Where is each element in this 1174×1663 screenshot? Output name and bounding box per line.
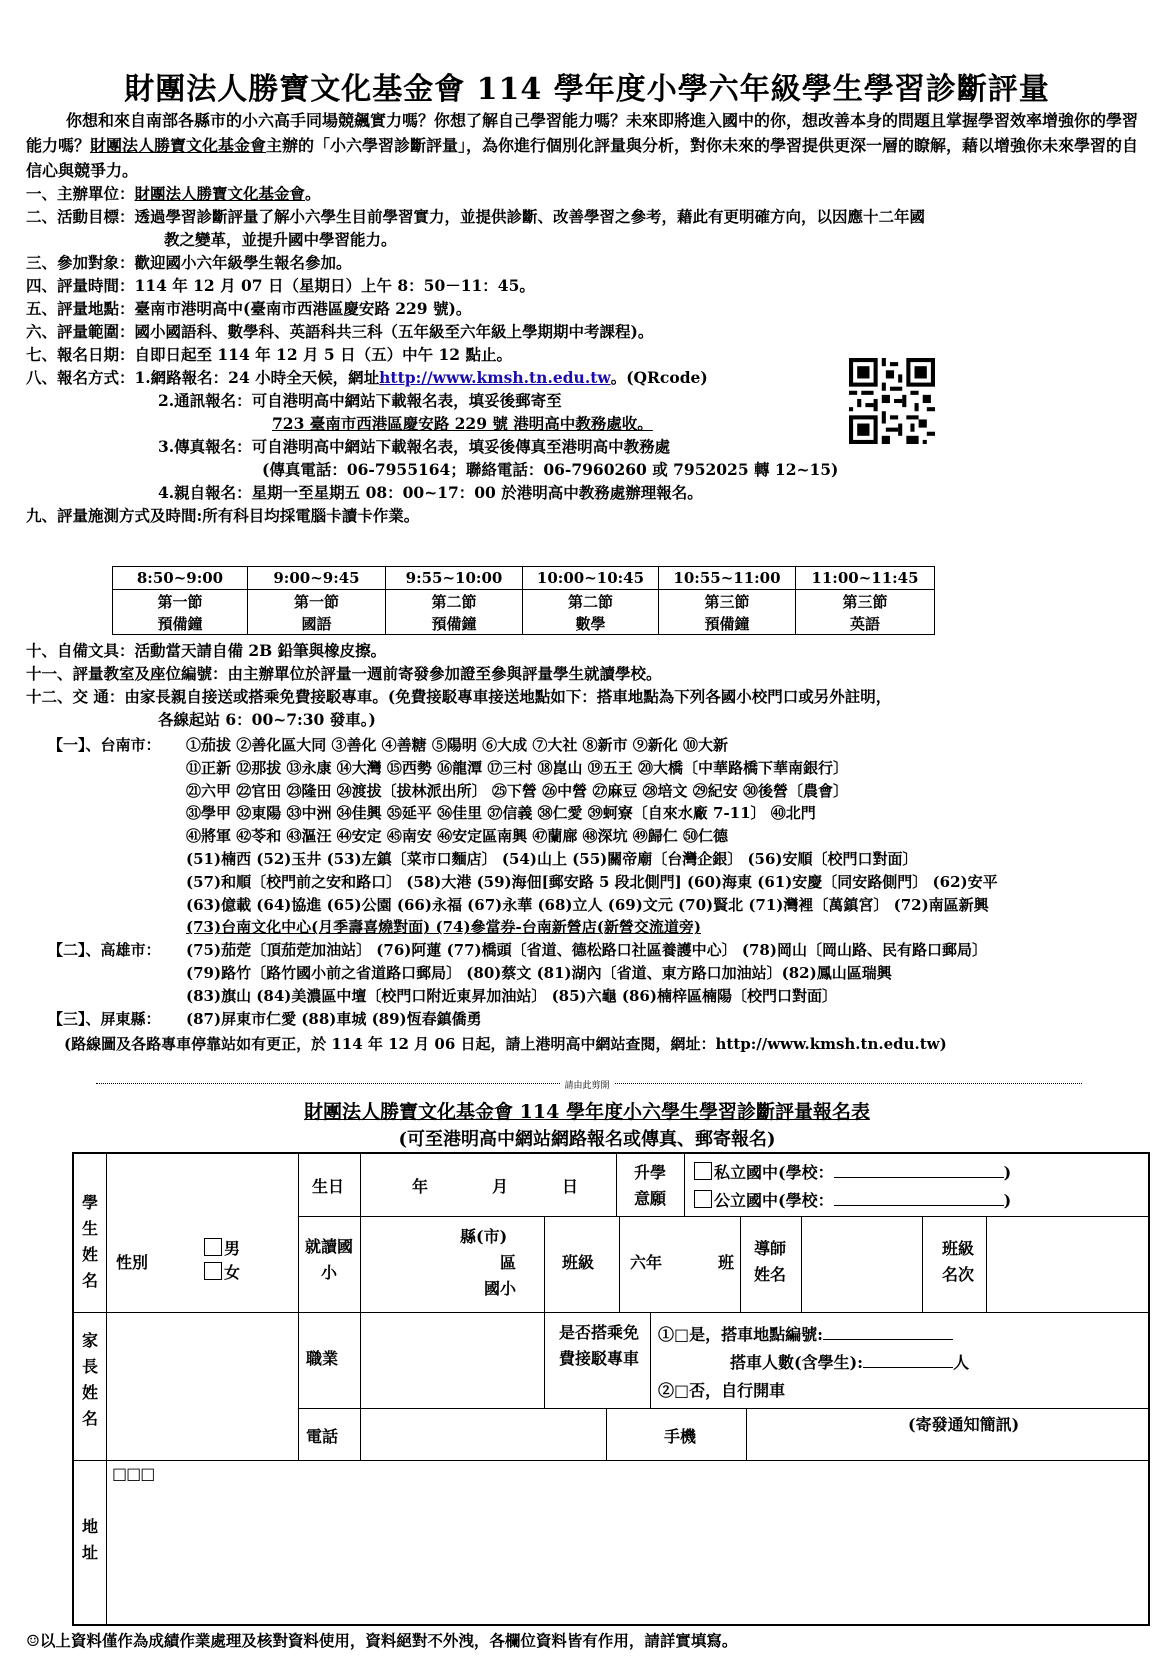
route-line: ㉛學甲 ㉜東陽 ㉝中洲 ㉞佳興 ㉟延平 ㊱佳里 ㊲信義 ㊳仁愛 ㊴蚵寮〔自來水廠 7-11〕 ㊵北門 <box>186 804 816 823</box>
route-line: (83)旗山 (84)美濃區中壇〔校門口附近東昇加油站〕 (85)六龜 (86)楠梓區楠陽〔校門口對面〕 <box>186 986 837 1005</box>
gender-male[interactable]: 男 <box>204 1236 240 1259</box>
sched-subject: 數學 <box>523 612 659 635</box>
birthday-month[interactable]: 月 <box>492 1177 509 1196</box>
route-line: (73)台南文化中心(月季壽喜燒對面) (74)參當券-台南新營店(新營交流道旁) <box>186 918 701 937</box>
sched-time: 10:55~11:00 <box>659 567 796 590</box>
route-line: (57)和順〔校門前之安和路口〕 (58)大港 (59)海佃[郵安路 5 段北側門] (60)海東 (61)安慶〔同安路側門〕 (62)安平 <box>186 872 998 891</box>
bus-yes[interactable]: ①□是，搭車地點編號: <box>658 1322 953 1345</box>
gender-female[interactable]: 女 <box>204 1260 240 1283</box>
item-transport: 十二、交 通：由家長親自接送或搭乘免費接駁專車。(免費接駁專車接送地點如下：搭車地點為下列各國小校門口或另外註明， <box>26 687 892 706</box>
sched-time: 9:00~9:45 <box>248 567 386 590</box>
sched-period: 第二節 <box>386 590 523 613</box>
route-line: (63)億載 (64)協進 (65)公園 (66)永福 (67)永華 (68)立人 (69)文元 (70)賢北 (71)灣裡〔萬鎮宮〕 (72)南區新興 <box>186 895 989 914</box>
student-name-label: 學生姓名 <box>81 1193 98 1290</box>
sched-period: 第三節 <box>796 590 935 613</box>
item-signup-fax-phone: (傳真電話：06-7955164；聯絡電話：06-7960260 或 7952025 轉 12~15) <box>262 460 839 479</box>
item-signup-date: 七、報名日期：自即日起至 114 年 12 月 5 日（五）中午 12 點止。 <box>26 345 512 364</box>
teacher-label: 導師姓名 <box>753 1239 786 1284</box>
route-tainan-label: 【一】、台南市： <box>48 736 161 754</box>
mobile-label: 手機 <box>664 1427 697 1446</box>
route-kaohsiung-label: 【二】、高雄市： <box>48 941 161 959</box>
sched-subject: 預備鐘 <box>113 612 248 635</box>
class-grade: 六年 <box>630 1253 663 1272</box>
item-goal-cont: 教之變革，並提升國中學習能力。 <box>164 230 397 249</box>
item-signup-mail-address: 723 臺南市西港區慶安路 229 號 港明高中教務處收。 <box>272 414 653 433</box>
sched-time: 11:00~11:45 <box>796 567 935 590</box>
rank-label: 班級名次 <box>941 1239 974 1284</box>
male-checkbox[interactable] <box>204 1238 222 1256</box>
item-seat: 十一、評量教室及座位編號：由主辦單位於評量一週前寄發參加證至參與評量學生就讀學校。 <box>26 664 662 683</box>
sched-subject: 預備鐘 <box>386 612 523 635</box>
route-line: ⑪正新 ⑫那拔 ⑬永康 ⑭大灣 ⑮西勢 ⑯龍潭 ⑰三村 ⑱崑山 ⑲五王 ⑳大橋〔中華路橋下華南銀行〕 <box>186 758 849 777</box>
page-title: 財團法人勝寶文化基金會 114 學年度小學六年級學生學習診斷評量 <box>124 72 1050 107</box>
zip-code-boxes[interactable]: □□□ <box>112 1464 155 1483</box>
route-kaohsiung-list <box>186 939 987 1007</box>
route-tainan-list <box>186 734 998 939</box>
item-goal: 二、活動目標：透過學習診斷評量了解小六學生目前學習實力，並提供診斷、改善學習之參考，藉此有更明確方向，以因應十二年國 <box>26 207 926 226</box>
private-checkbox[interactable] <box>694 1162 712 1180</box>
class-label: 班級 <box>562 1253 595 1272</box>
route-line: ①茄拔 ②善化區大同 ③善化 ④善糖 ⑤陽明 ⑥大成 ⑦大社 ⑧新市 ⑨新化 ⑩大新 <box>186 736 729 754</box>
sched-subject: 預備鐘 <box>659 612 796 635</box>
bus-question: 是否搭乘免費接駁專車 <box>558 1323 639 1368</box>
item-signup-mail: 2.通訊報名：可自港明高中網站下載報名表，填妥後郵寄至 <box>158 391 562 410</box>
item-stationery: 十、自備文具：活動當天請自備 2B 鉛筆與橡皮擦。 <box>26 641 387 660</box>
class-unit[interactable]: 班 <box>718 1253 735 1272</box>
sched-period: 第三節 <box>659 590 796 613</box>
item-venue: 五、評量地點：臺南市港明高中(臺南市西港區慶安路 229 號)。 <box>26 299 472 318</box>
student-name-input[interactable] <box>112 1156 298 1212</box>
intro-text-1: 你想和來自南部各縣市的小六高手同場競飆實力嗎？你想了解自己學習能力嗎？未來即將進入國中的你，想改善本身的問題且掌握學習效率增強你的學習能力嗎？ <box>26 111 1139 155</box>
parent-name-label: 家長姓名 <box>81 1331 98 1428</box>
sched-period: 第二節 <box>523 590 659 613</box>
route-line: ㉑六甲 ㉒官田 ㉓隆田 ㉔渡拔〔拔林派出所〕 ㉕下營 ㉖中營 ㉗麻豆 ㉘培文 ㉙紀安 ㉚後營〔農會〕 <box>186 781 849 800</box>
address-label: 地址 <box>81 1517 98 1562</box>
item-signup-online: 八、報名方式：1.網路報名：24 小時全天候，網址http://www.kmsh.tn.edu.tw。(QRcode) <box>26 368 708 387</box>
school-label: 就讀國小 <box>304 1237 353 1282</box>
form-title: 財團法人勝寶文化基金會 114 學年度小六學生學習診斷評量報名表 <box>304 1101 870 1123</box>
item-organizer: 一、主辦單位：財團法人勝寶文化基金會。 <box>26 184 321 203</box>
route-line: (79)路竹〔路竹國小前之省道路口郵局〕 (80)蔡文 (81)湖內〔省道、東方路口加油站〕(82)鳳山區瑞興 <box>186 963 892 982</box>
sched-period: 第一節 <box>248 590 386 613</box>
gender-label: 性別 <box>116 1253 149 1272</box>
bus-no[interactable]: ②□否，自行開車 <box>658 1381 786 1400</box>
item-transport-cont: 各線起站 6：00~7:30 發車。) <box>158 710 376 729</box>
sched-period: 第一節 <box>113 590 248 613</box>
intent-private[interactable]: 私立國中(學校： ) <box>694 1160 1011 1183</box>
item-test-method: 九、評量施測方式及時間:所有科目均採電腦卡讀卡作業。 <box>26 506 420 525</box>
school-elem[interactable]: 國小 <box>484 1279 517 1298</box>
qrcode-image[interactable] <box>849 358 935 444</box>
job-label: 職業 <box>306 1349 339 1368</box>
registration-form <box>72 1152 1150 1626</box>
intro-org: 財團法人勝寶文化基金會 <box>90 136 267 155</box>
intro-paragraph <box>26 108 1150 183</box>
item-signup-fax: 3.傳真報名：可自港明高中網站下載報名表，填妥後傳真至港明高中教務處 <box>158 437 671 456</box>
privacy-note: ☺以上資料僅作為成績作業處理及核對資料使用，資料絕對不外洩，各欄位資料皆有作用，請詳實填寫。 <box>26 1631 738 1650</box>
intent-public[interactable]: 公立國中(學校： ) <box>694 1188 1011 1211</box>
bus-count[interactable]: 搭車人數(含學生): 人 <box>730 1353 970 1372</box>
sched-subject: 國語 <box>248 612 386 635</box>
school-county[interactable]: 縣(市) <box>460 1227 508 1246</box>
route-line: (75)茄萣〔頂茄萣加油站〕 (76)阿蓮 (77)橋頭〔省道、德松路口社區養護中心〕 (78)岡山〔岡山路、民有路口郵局〕 <box>186 941 987 959</box>
sched-subject: 英語 <box>796 612 935 635</box>
item-scope: 六、評量範圍：國小國語科、數學科、英語科共三科（五年級至六年級上學期期中考課程)。 <box>26 322 654 341</box>
birthday-year[interactable]: 年 <box>412 1177 429 1196</box>
form-subtitle: (可至港明高中網站網路報名或傳真、郵寄報名) <box>398 1129 776 1150</box>
cut-label: 請由此剪開 <box>0 1078 1174 1091</box>
female-checkbox[interactable] <box>204 1262 222 1280</box>
schedule-table <box>112 566 935 635</box>
intent-label: 升學意願 <box>633 1163 666 1208</box>
route-line: (51)楠西 (52)玉井 (53)左鎮〔菜市口麵店〕 (54)山上 (55)關帝廟〔台灣企銀〕 (56)安順〔校門口對面〕 <box>186 849 918 868</box>
sched-time: 8:50~9:00 <box>113 567 248 590</box>
route-line: ㊶將軍 ㊷苓和 ㊸漚汪 ㊹安定 ㊺南安 ㊻安定區南興 ㊼蘭廍 ㊽深坑 ㊾歸仁 ㊿仁德 <box>186 827 729 846</box>
item-time: 四、評量時間：114 年 12 月 07 日（星期日）上午 8：50－11：45。 <box>26 276 535 295</box>
birthday-label: 生日 <box>312 1177 345 1196</box>
sched-time: 9:55~10:00 <box>386 567 523 590</box>
route-note: (路線圖及各路專車停靠站如有更正，於 114 年 12 月 06 日起，請上港明高中網站查閱，網址：http://www.kmsh.tn.edu.tw) <box>64 1035 947 1053</box>
sms-note: (寄發通知簡訊) <box>908 1415 1020 1434</box>
public-checkbox[interactable] <box>694 1190 712 1208</box>
birthday-day[interactable]: 日 <box>562 1177 579 1196</box>
website-link[interactable]: http://www.kmsh.tn.edu.tw <box>379 368 611 387</box>
route-pingtung-label: 【三】、屏東縣： <box>48 1010 161 1028</box>
school-district[interactable]: 區 <box>500 1253 517 1272</box>
intro-text-2: 主辦的「小六學習診斷評量」，為你進行個別化評量與分析，對你未來的學習提供更深一層的瞭解，藉以增強你未來學習的自信心與競爭力。 <box>26 136 1139 180</box>
phone-label: 電話 <box>306 1427 339 1446</box>
item-target: 三、參加對象：歡迎國小六年級學生報名參加。 <box>26 253 352 272</box>
item-signup-inperson: 4.親自報名：星期一至星期五 08：00~17：00 於港明高中教務處辦理報名。 <box>158 483 703 502</box>
route-pingtung-list: (87)屏東市仁愛 (88)車城 (89)恆春鎮僑勇 <box>186 1010 482 1028</box>
sched-time: 10:00~10:45 <box>523 567 659 590</box>
